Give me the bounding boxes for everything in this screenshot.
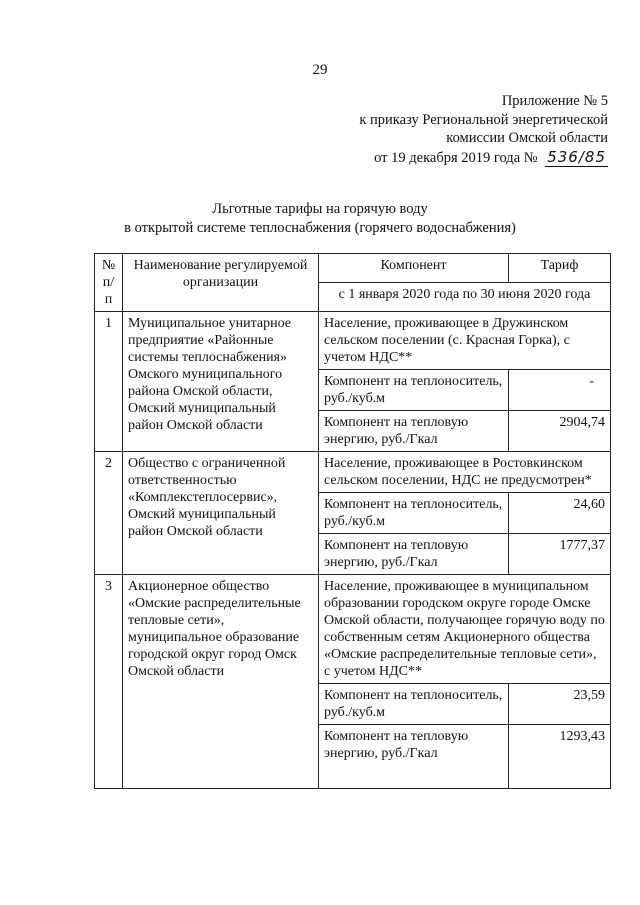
appendix-date-line [359,148,608,168]
row-component: Компонент на теплоноситель, руб./куб.м [319,370,509,411]
row-component: Компонент на тепловую энергию, руб./Гкал [319,534,509,575]
appendix-commission: комиссии Омской области [446,130,608,146]
row-tariff: 24,60 [509,493,611,534]
page-number: 29 [312,62,328,78]
appendix-header [359,92,608,167]
row-component: Компонент на тепловую энергию, руб./Гкал [319,411,509,452]
row-num: 3 [95,575,123,789]
row-tariff: - [509,370,611,411]
row-component: Компонент на теплоноситель, руб./куб.м [319,684,509,725]
header-component: Компонент [319,254,509,283]
title-line-2: в открытой системе теплоснабжения (горячего водоснабжения) [124,220,516,236]
row-group: Население, проживающее в муниципальном образовании городском округе городе Омске Омской области, получающее горячую воду по собственным сетям Акционерного общества «Омские распределительные тепловые сети», с учетом НДС** [319,575,611,684]
row-tariff: 1777,37 [509,534,611,575]
header-row [95,254,611,283]
row-num: 2 [95,452,123,575]
row-num: 1 [95,312,123,452]
row-tariff: 23,59 [509,684,611,725]
appendix-title: Приложение № 5 [501,93,608,109]
document-title [0,200,640,238]
row-component: Компонент на тепловую энергию, руб./Гкал [319,725,509,789]
tariffs-table [94,253,611,789]
row-tariff: 1293,43 [509,725,611,789]
row-org: Общество с ограниченной ответственностью «Комплекстеплосервис», Омский муниципальный район Омской области [123,452,319,575]
header-org: Наименование регулируемой организации [123,254,319,312]
header-num: № п/п [95,254,123,312]
appendix-order-ref: к приказу Региональной энергетической [359,111,608,128]
table-row [95,575,611,684]
row-component: Компонент на теплоноситель, руб./куб.м [319,493,509,534]
row-org: Муниципальное унитарное предприятие «Районные системы теплоснабжения» Омского муниципального района Омской области, Омский муниципальный район Омской области [123,312,319,452]
row-org: Акционерное общество «Омские распределительные тепловые сети», муниципальное образование городской округ город Омск Омской области [123,575,319,789]
table-row [95,312,611,370]
title-line-1: Льготные тарифы на горячую воду [212,201,428,217]
row-tariff: 2904,74 [509,411,611,452]
header-period: с 1 января 2020 года по 30 июня 2020 года [319,283,611,312]
header-tariff: Тариф [509,254,611,283]
handwritten-order-number: 536/85 [547,147,606,166]
table-row [95,452,611,493]
row-group: Население, проживающее в Дружинском сельском поселении (с. Красная Горка), с учетом НДС** [319,312,611,370]
row-group: Население, проживающее в Ростовкинском сельском поселении, НДС не предусмотрен* [319,452,611,493]
appendix-date: от 19 декабря 2019 года № [374,149,538,166]
